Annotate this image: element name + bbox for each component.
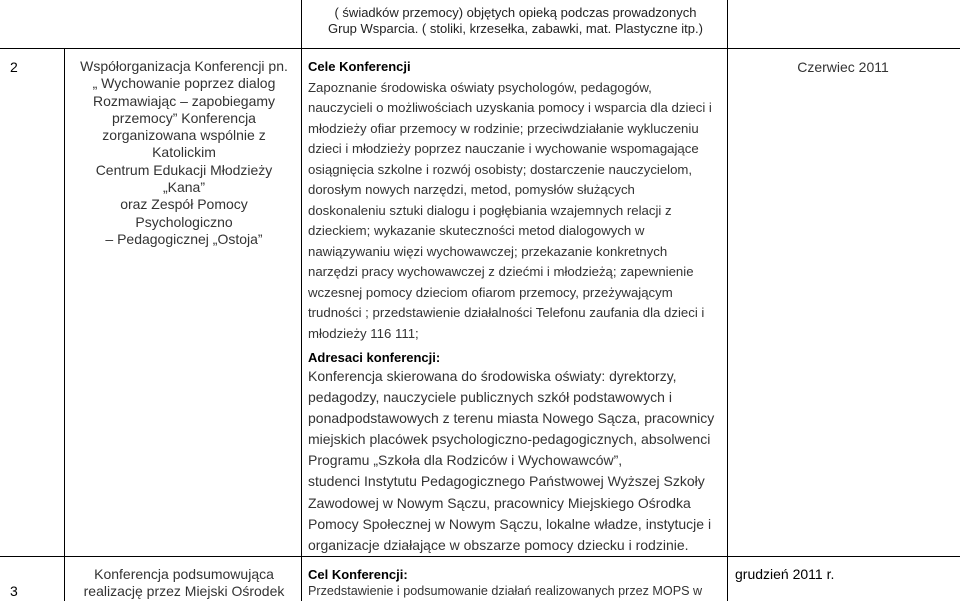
audience-line: organizacje działające w obszarze pomocy dziecku i rodzinie. (308, 536, 689, 553)
goals-line: narzędzi pracy wychowawczej z dziećmi i młodzieżą; zapewnienie (308, 264, 694, 279)
goals-line: doskonaleniu sztuki dialogu i pogłębiania wzajemnych relacji z (308, 202, 672, 218)
row3-goal-heading: Cel Konferencji: (308, 567, 408, 582)
row2-event-line: „ Wychowanie poprzez dialog (92, 75, 276, 92)
row2-top-border (0, 48, 960, 49)
audience-line: pedagodzy, nauczyciele publicznych szkół podstawowych i (308, 389, 672, 406)
row2-event-line: – Pedagogicznej „Ostoja” (105, 230, 263, 247)
col-divider-3 (727, 0, 728, 601)
row3-event-description (73, 566, 295, 601)
goals-line: trudności ; przedstawienie działalności Telefonu zaufania dla dzieci i (308, 305, 705, 320)
row2-event-line: Centrum Edukacji Młodzieży „Kana” (95, 161, 273, 196)
row3-goal-line: Przedstawienie i podsumowanie działań realizowanych przez MOPS w (308, 584, 703, 598)
goals-line: dorosłym nowych narzędzi, metod, pomysłów służących (308, 182, 635, 197)
audience-line: miejskich placówek psychologiczno-pedagogicznych, absolwenci (308, 431, 711, 448)
row3-date: grudzień 2011 r. (735, 566, 835, 582)
row3-number: 3 (10, 583, 18, 599)
row2-date: Czerwiec 2011 (797, 59, 889, 75)
goals-line: dzieci i młodzieży poprzez nauczanie i wychowanie wspomagające (308, 141, 699, 156)
goals-heading: Cele Konferencji (308, 59, 411, 74)
goals-line: wczesnej pomocy dzieciom ofiarom przemocy, przeżywającym (308, 284, 673, 300)
row3-event-line: Konferencja podsumowująca (94, 566, 274, 582)
row2-number: 2 (10, 59, 18, 75)
row2-event-line: oraz Zespół Pomocy Psychologiczno (120, 196, 248, 230)
previous-row-line-1: ( świadków przemocy) objętych opieką podczas prowadzonych (334, 5, 697, 20)
row2-goals (308, 57, 723, 344)
row3-top-border (0, 556, 960, 557)
goals-line: młodzieży ofiar przemocy w rodzinie; przeciwdziałanie wykluczeniu (308, 120, 699, 136)
goals-line: nauczycieli o możliwościach uzyskania pomocy i wsparcia dla dzieci i (308, 100, 712, 115)
row2-event-description (73, 58, 295, 248)
audience-line: Pomocy Społecznej w Nowym Sączu, lokalne władze, instytucje i (308, 515, 712, 532)
audience-line: ponadpodstawowych z terenu miasta Nowego Sącza, pracownicy (308, 410, 715, 427)
goals-line: młodzieży 116 111; (308, 325, 419, 341)
audience-line: Zawodowej w Nowym Sączu, pracownicy Miejskiego Ośrodka (308, 494, 691, 511)
audience-line: Programu „Szkoła dla Rodziców i Wychowawców”, (308, 452, 623, 469)
previous-row-fragment (308, 5, 723, 37)
row2-event-line: przemocy” Konferencja (112, 109, 256, 126)
audience-line: Konferencja skierowana do środowiska oświaty: dyrektorzy, (308, 368, 677, 384)
row2-event-line: Rozmawiając – zapobiegamy (92, 92, 276, 109)
previous-row-line-2: Grup Wsparcia. ( stoliki, krzesełka, zabawki, mat. Plastyczne itp.) (328, 21, 703, 36)
audience-line: studenci Instytutu Pedagogicznego Państwowej Wyższej Szkoły (308, 473, 705, 490)
goals-line: dzieckiem; wykazanie skuteczności metod dialogowych w (308, 223, 645, 238)
audience-heading: Adresaci konferencji: (308, 350, 441, 365)
goals-line: nawiązywaniu więzi wychowawczej; przekazanie konkretnych (308, 243, 668, 259)
col-divider-1 (64, 48, 65, 601)
row2-audience (308, 349, 723, 556)
goals-line: Zapoznanie środowiska oświaty psychologów, pedagogów, (308, 79, 652, 95)
row3-goal (308, 566, 723, 600)
row3-event-line: realizację przez Miejski Ośrodek (83, 583, 285, 600)
col-divider-2 (301, 0, 302, 601)
row2-event-line: zorganizowana wspólnie z Katolickim (102, 127, 266, 161)
goals-line: osiągnięcia szkolne i rozwój osobisty; dostarczenie nauczycielom, (308, 161, 693, 177)
row2-event-line: Współorganizacja Konferencji pn. (80, 58, 288, 74)
